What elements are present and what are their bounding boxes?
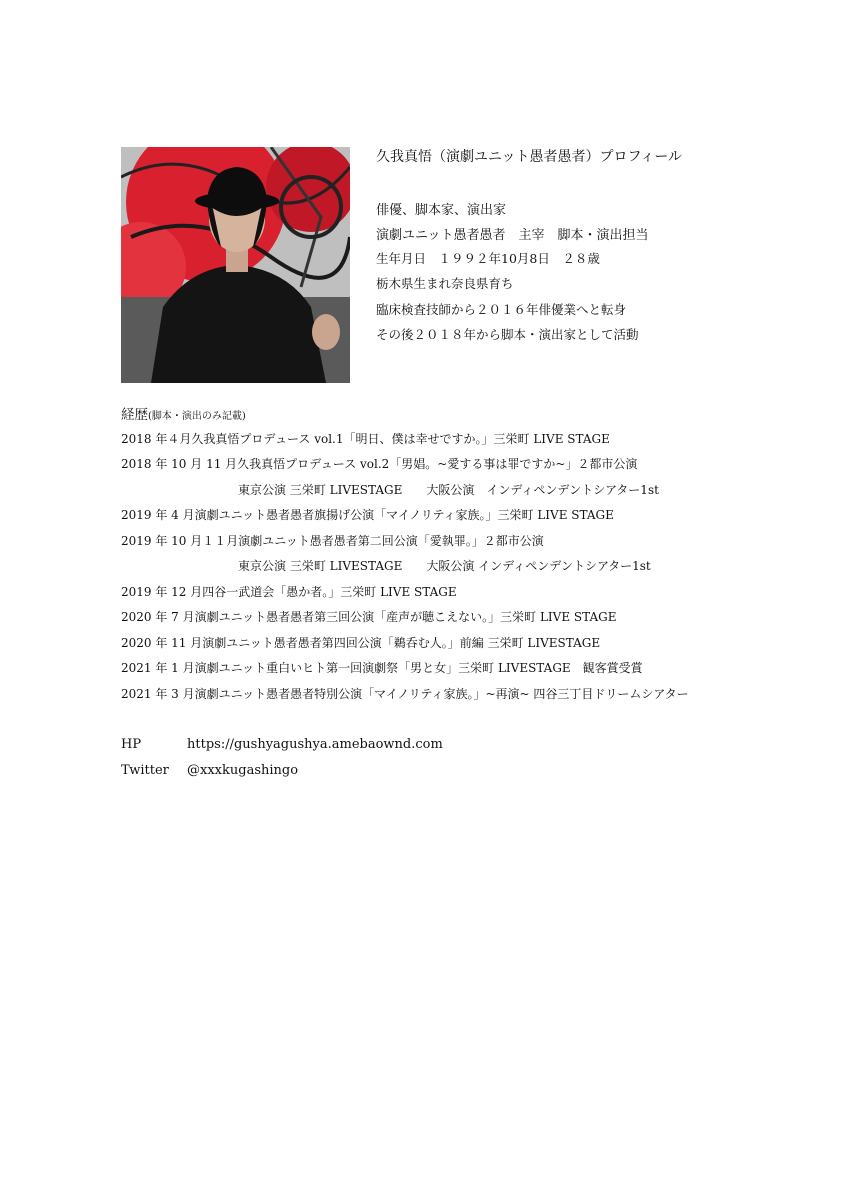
contact-hp bbox=[121, 737, 443, 752]
profile-title: 久我真悟（演劇ユニット愚者愚者）プロフィール bbox=[376, 149, 683, 165]
history-item: 2021 年 3 月演劇ユニット愚者愚者特別公演「マイノリティ家族。」~再演~ 四谷三丁目ドリームシアター bbox=[121, 687, 689, 701]
contact-twitter bbox=[121, 763, 299, 778]
history-item: 2018 年４月久我真悟プロデュース vol.1「明日、僕は幸せですか。」三栄町 LIVE STAGE bbox=[121, 432, 610, 446]
hp-link[interactable]: https://gushyagushya.amebaownd.com bbox=[187, 737, 443, 752]
profile-roles: 俳優、脚本家、演出家 bbox=[376, 203, 507, 218]
history-heading-note: (脚本・演出のみ記載) bbox=[148, 411, 246, 422]
profile-photo bbox=[121, 147, 350, 383]
hp-label: HP bbox=[121, 737, 142, 752]
profile-career-change: 臨床検査技師から２０１６年俳優業へと転身 bbox=[376, 302, 627, 317]
history-item: 2019 年 10 月１１月演劇ユニット愚者愚者第二回公演「愛執罪。」２都市公演 bbox=[121, 534, 544, 548]
profile-since: その後２０１８年から脚本・演出家として活動 bbox=[376, 327, 639, 342]
history-item: 2019 年 4 月演劇ユニット愚者愚者旗揚げ公演「マイノリティ家族。」三栄町 LIVE STAGE bbox=[121, 508, 614, 522]
profile-position: 演劇ユニット愚者愚者 主宰 脚本・演出担当 bbox=[376, 228, 649, 243]
history-item: 2020 年 7 月演劇ユニット愚者愚者第三回公演「産声が聴こえない。」三栄町 LIVE STAGE bbox=[121, 610, 617, 624]
history-item: 2021 年 1 月演劇ユニット重白いヒト第一回演劇祭「男と女」三栄町 LIVESTAGE 観客賞受賞 bbox=[121, 661, 643, 675]
history-heading-title: 経歴 bbox=[121, 407, 148, 423]
history-heading bbox=[121, 403, 246, 423]
twitter-handle[interactable]: @xxxkugashingo bbox=[187, 763, 299, 778]
history-item: 2018 年 10 月 11 月久我真悟プロデュース vol.2「男娼。~愛する事は罪ですか~」２都市公演 bbox=[121, 457, 638, 471]
history-item-subline: 東京公演 三栄町 LIVESTAGE 大阪公演 インディペンデントシアター1st bbox=[238, 559, 651, 573]
profile-birth: 生年月日 １９９２年10月8日 ２８歳 bbox=[376, 251, 600, 266]
history-item: 2019 年 12 月四谷一武道会「愚か者。」三栄町 LIVE STAGE bbox=[121, 585, 457, 599]
history-item-subline: 東京公演 三栄町 LIVESTAGE 大阪公演 インディペンデントシアター1st bbox=[238, 483, 659, 497]
twitter-label: Twitter bbox=[121, 763, 169, 778]
profile-origin: 栃木県生まれ奈良県育ち bbox=[376, 276, 514, 291]
history-item: 2020 年 11 月演劇ユニット愚者愚者第四回公演「鵜呑む人。」前編 三栄町 LIVESTAGE bbox=[121, 636, 601, 650]
